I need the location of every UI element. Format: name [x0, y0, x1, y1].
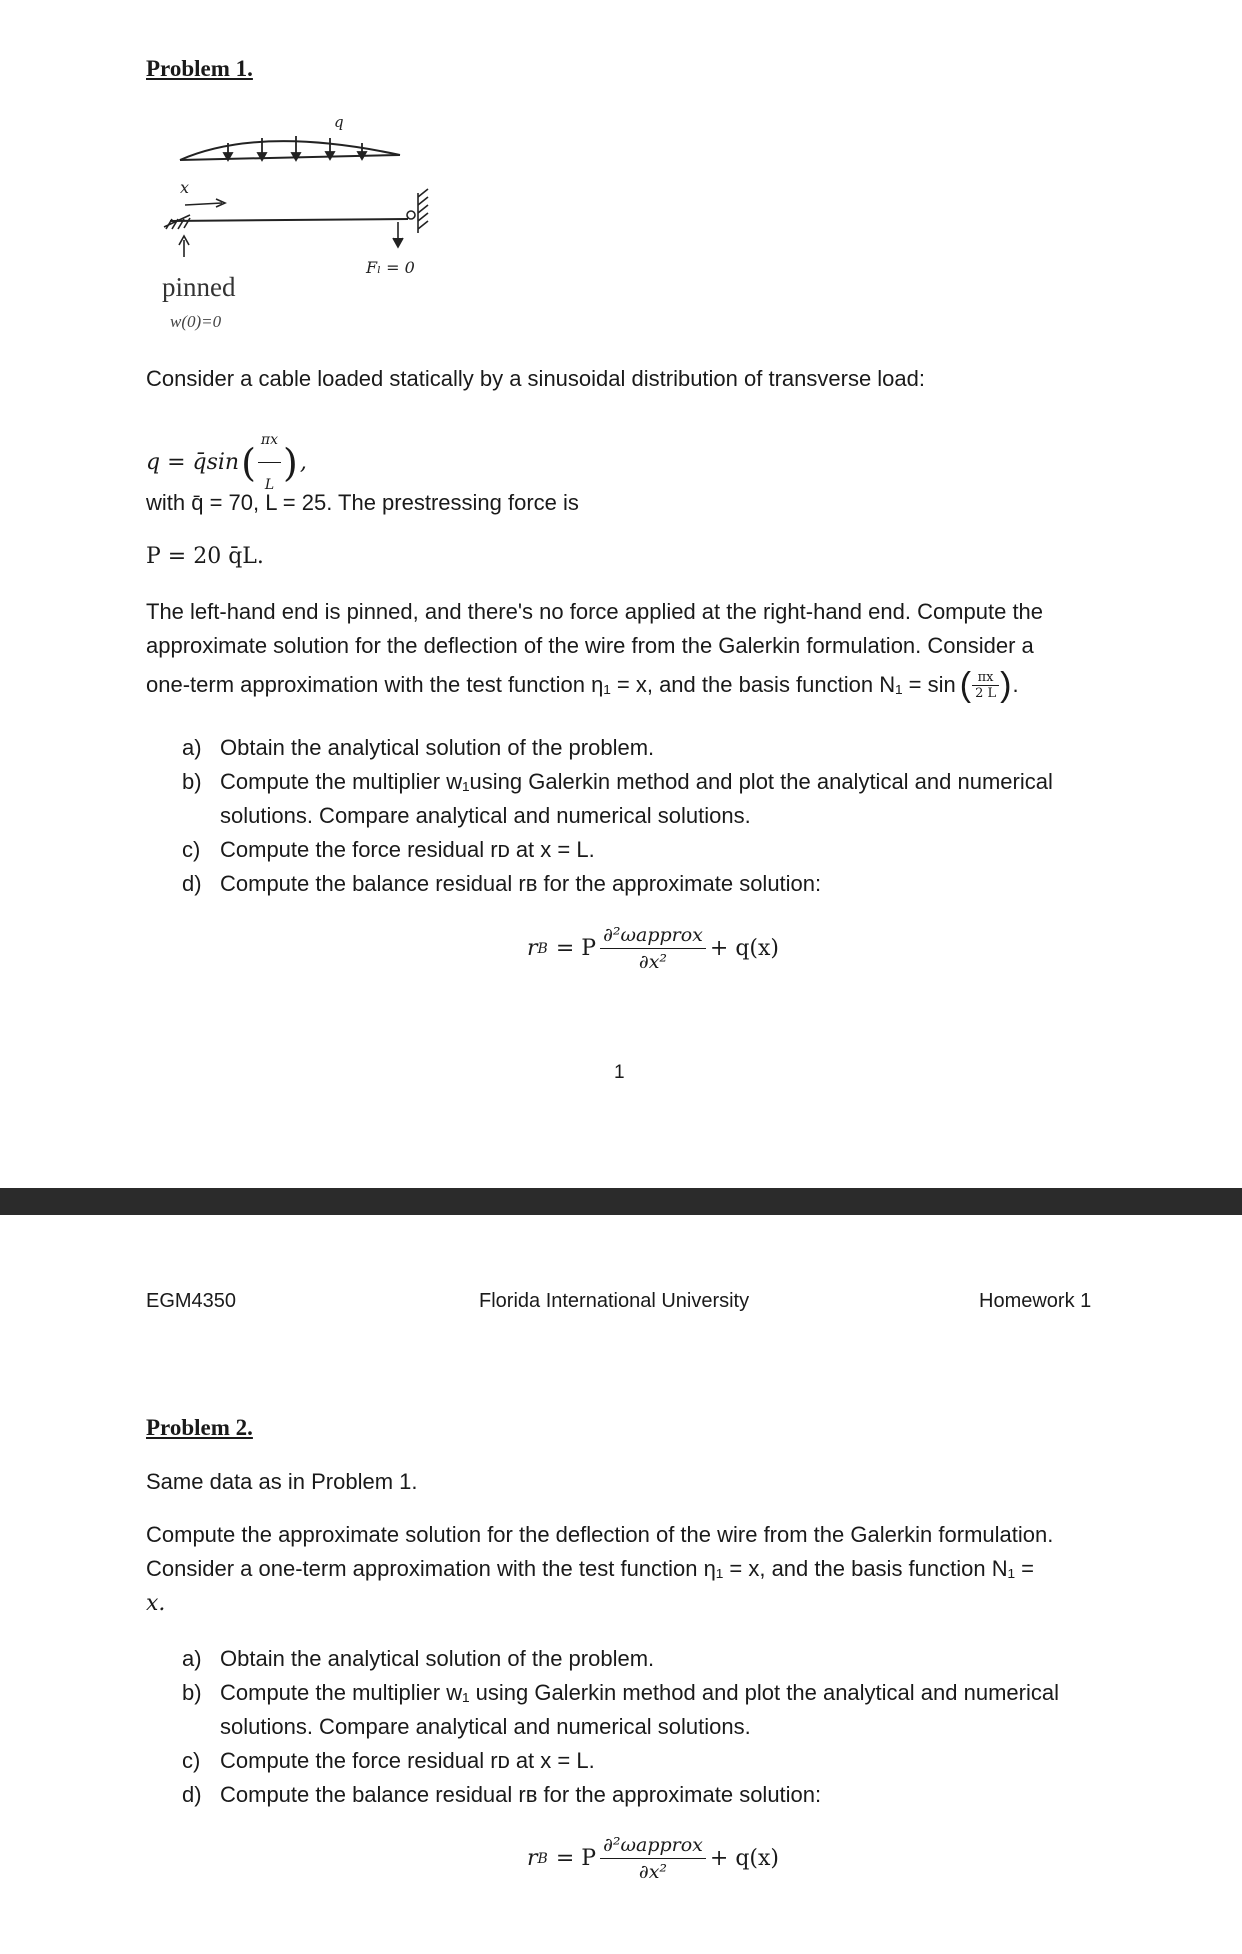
problem-2-description-line-2: Consider a one-term approximation with the test function η₁ = x, and the basis function N₁ =: [146, 1556, 1034, 1581]
problem-1-task-list: [182, 731, 1102, 901]
list-item: a) Obtain the analytical solution of the problem.: [182, 735, 655, 760]
balance-residual-equation-1: r B = P $\frac{\text{∂²ωapprox}}{\text{∂x²}}$ + q(x): [527, 924, 779, 973]
load-equation: q = q̄sin ( $\frac{\pi x}{L}$ ) ,: [146, 418, 307, 507]
problem-1-description-line-3: one-term approximation with the test function η₁ = x, and the basis function N₁ = sin ( $\frac{\pi x}{2 L}$ ) .: [146, 666, 1019, 704]
problem-1-intro: Consider a cable loaded statically by a sinusoidal distribution of transverse load:: [146, 366, 925, 391]
problem-2-description-line-1: Compute the approximate solution for the deflection of the wire from the Galerkin formulation.: [146, 1522, 1054, 1547]
balance-residual-equation-2: r B = P $\frac{\text{∂²ωapprox}}{\text{∂x²}}$ + q(x): [527, 1834, 779, 1883]
force-label: Fₗ = 0: [366, 258, 415, 277]
list-item: d) Compute the balance residual rʙ for the approximate solution:: [182, 871, 822, 896]
cable: [170, 219, 408, 221]
problem-2-heading: Problem 2.: [146, 1415, 253, 1440]
right-end-support: [393, 189, 428, 247]
list-item: c) Compute the force residual rᴅ at x = L.: [182, 837, 595, 862]
support-label: pinned: [162, 272, 236, 302]
list-item: b) Compute the multiplier w₁ using Galerkin method and plot the analytical and numerical solutions. Compare analytical and numerical solutions.: [182, 1680, 1059, 1739]
problem-2-same-data: Same data as in Problem 1.: [146, 1469, 418, 1494]
list-item: a) Obtain the analytical solution of the problem.: [182, 1646, 655, 1671]
problem-1-params: with q̄ = 70, L = 25. The prestressing force is: [146, 490, 579, 515]
list-item: d) Compute the balance residual rʙ for the approximate solution:: [182, 1782, 822, 1807]
header-course: EGM4350: [146, 1290, 237, 1312]
boundary-condition-label: w(0)=0: [170, 312, 222, 331]
page-separator: [0, 1188, 1242, 1215]
problem-1-description-line-2: approximate solution for the deflection of the wire from the Galerkin formulation. Consider a: [146, 633, 1034, 658]
header-university: Florida International University: [479, 1290, 750, 1312]
problem-2-description-line-3: x.: [146, 1591, 166, 1616]
problem-1-heading: Problem 1.: [146, 56, 253, 81]
x-arrow: [185, 203, 222, 205]
load-label: q: [334, 113, 344, 131]
list-item: c) Compute the force residual rᴅ at x = L.: [182, 1748, 595, 1773]
header-assignment: Homework 1: [979, 1290, 1092, 1312]
page-number: 1: [614, 1062, 625, 1083]
prestress-force-equation: P = 20 q̄L.: [146, 544, 264, 569]
problem-2-task-list: [182, 1642, 1102, 1812]
problem-1-description-line-1: The left-hand end is pinned, and there's no force applied at the right-hand end. Compute the: [146, 599, 1044, 624]
x-label: x: [180, 178, 190, 197]
list-item: b) Compute the multiplier w₁using Galerkin method and plot the analytical and numerical solutions. Compare analytical and numerical solutions.: [182, 769, 1053, 828]
